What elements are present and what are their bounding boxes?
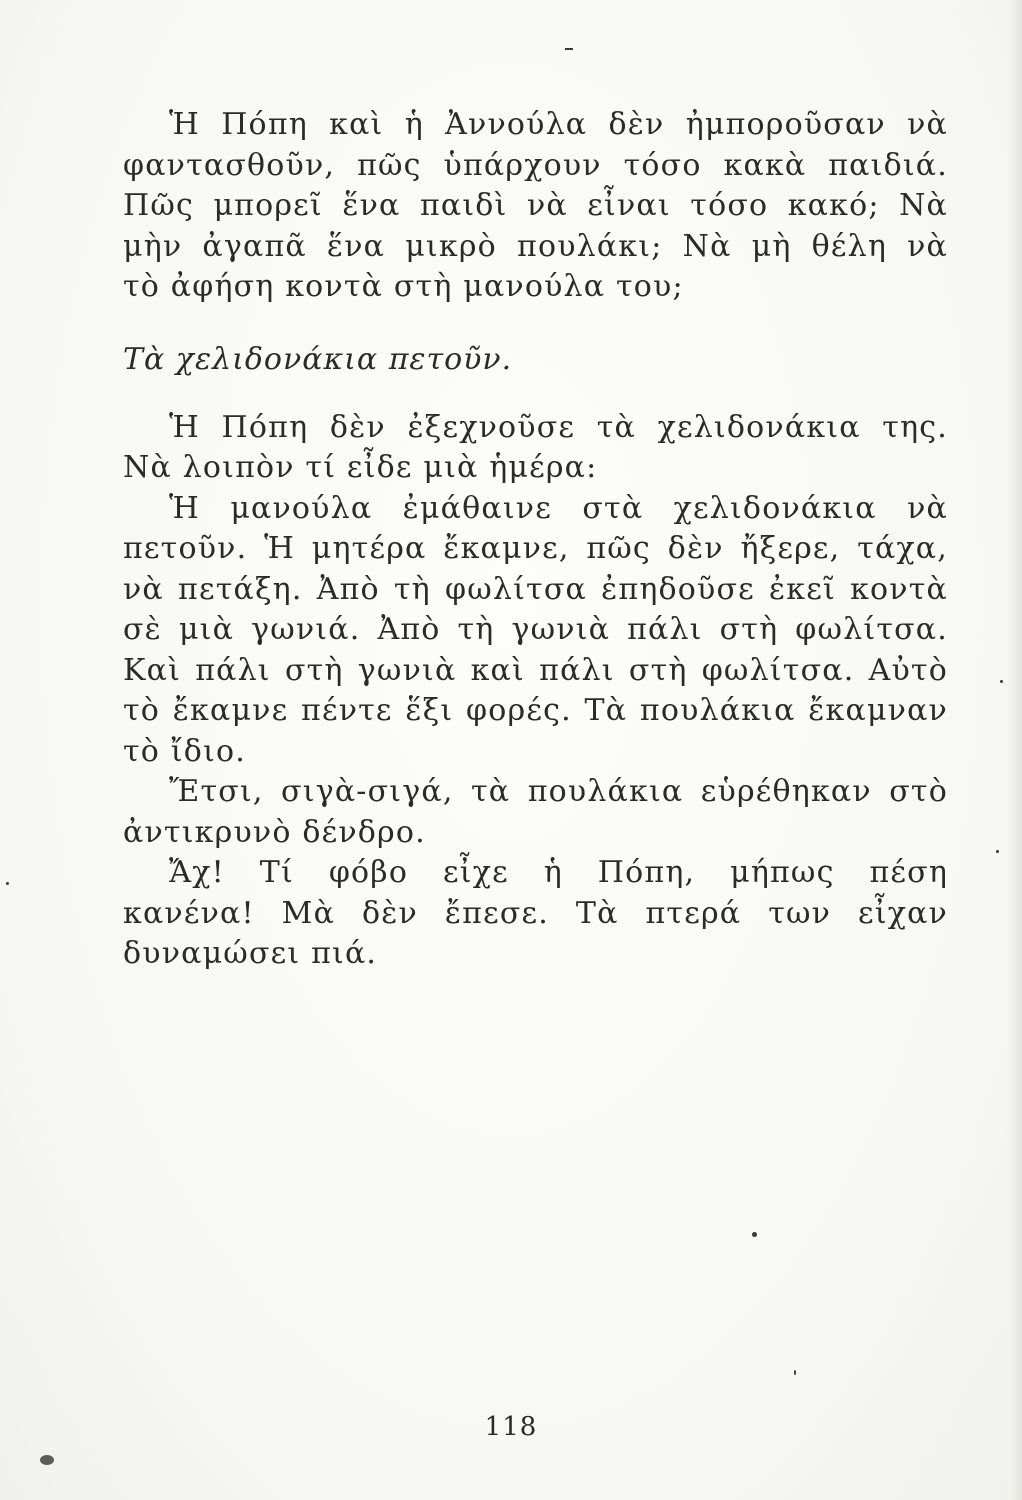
page-number: 118 [484, 1412, 538, 1442]
text-line: Πῶς μπορεῖ ἕνα παιδὶ νὰ εἶναι τόσο κακό; Νὰ [123, 188, 948, 223]
text-line: Νὰ λοιπὸν τί εἶδε μιὰ ἡμέρα: [123, 450, 598, 485]
text-line: νὰ πετάξη. Ἀπὸ τὴ φωλίτσα ἐπηδοῦσε ἐκεῖ κοντὰ [123, 571, 948, 607]
text-line: Ἔτσι, σιγὰ-σιγά, τὰ πουλάκια εὑρέθηκαν στὸ [169, 774, 948, 809]
text-line: Ἡ Πόπη καὶ ἡ Ἀννούλα δὲν ἠμποροῦσαν νὰ [169, 107, 948, 142]
ink-speck [6, 882, 9, 885]
text-line: ἀντικρυνὸ δένδρο. [123, 814, 426, 850]
page-text [123, 105, 948, 975]
text-line: Ἡ Πόπη δὲν ἐξεχνοῦσε τὰ χελιδονάκια της. [169, 409, 948, 445]
text-line: Ἄχ! Τί φόβο εἶχε ἡ Πόπη, μήπως πέση [169, 855, 948, 890]
ink-speck [40, 1455, 54, 1465]
text-line: τὸ ἀφήση κοντὰ στὴ μανούλα του; [123, 269, 684, 304]
ink-speck [794, 1370, 796, 1375]
text-line: μὴν ἀγαπᾶ ἕνα μικρὸ πουλάκι; Νὰ μὴ θέλη νὰ [123, 228, 948, 264]
text-line: Καὶ πάλι στὴ γωνιὰ καὶ πάλι στὴ φωλίτσα. Αὐτὸ [123, 652, 948, 688]
ink-speck [565, 48, 573, 50]
ink-speck [996, 850, 999, 853]
text-line: τὸ ἔκαμνε πέντε ἕξι φορές. Τὰ πουλάκια ἔκαμναν [123, 693, 948, 728]
ink-speck [1000, 680, 1003, 683]
text-line: κανένα! Μὰ δὲν ἔπεσε. Τὰ πτερά των εἶχαν [123, 895, 948, 931]
text-line: τὸ ἴδιο. [123, 733, 246, 769]
ink-speck [752, 1232, 757, 1237]
text-line: σὲ μιὰ γωνιά. Ἀπὸ τὴ γωνιὰ πάλι στὴ φωλίτσα. [123, 612, 948, 647]
text-line: δυναμώσει πιά. [123, 936, 378, 971]
text-line: Ἡ μανούλα ἐμάθαινε στὰ χελιδονάκια νὰ [169, 490, 948, 526]
page-edge-shadow [1008, 0, 1022, 1500]
section-heading: Τὰ χελιδονάκια πετοῦν. [123, 341, 513, 377]
text-line: πετοῦν. Ἡ μητέρα ἔκαμνε, πῶς δὲν ἤξερε, τάχα, [123, 531, 948, 566]
text-line: φαντασθοῦν, πῶς ὑπάρχουν τόσο κακὰ παιδιά. [123, 147, 948, 183]
